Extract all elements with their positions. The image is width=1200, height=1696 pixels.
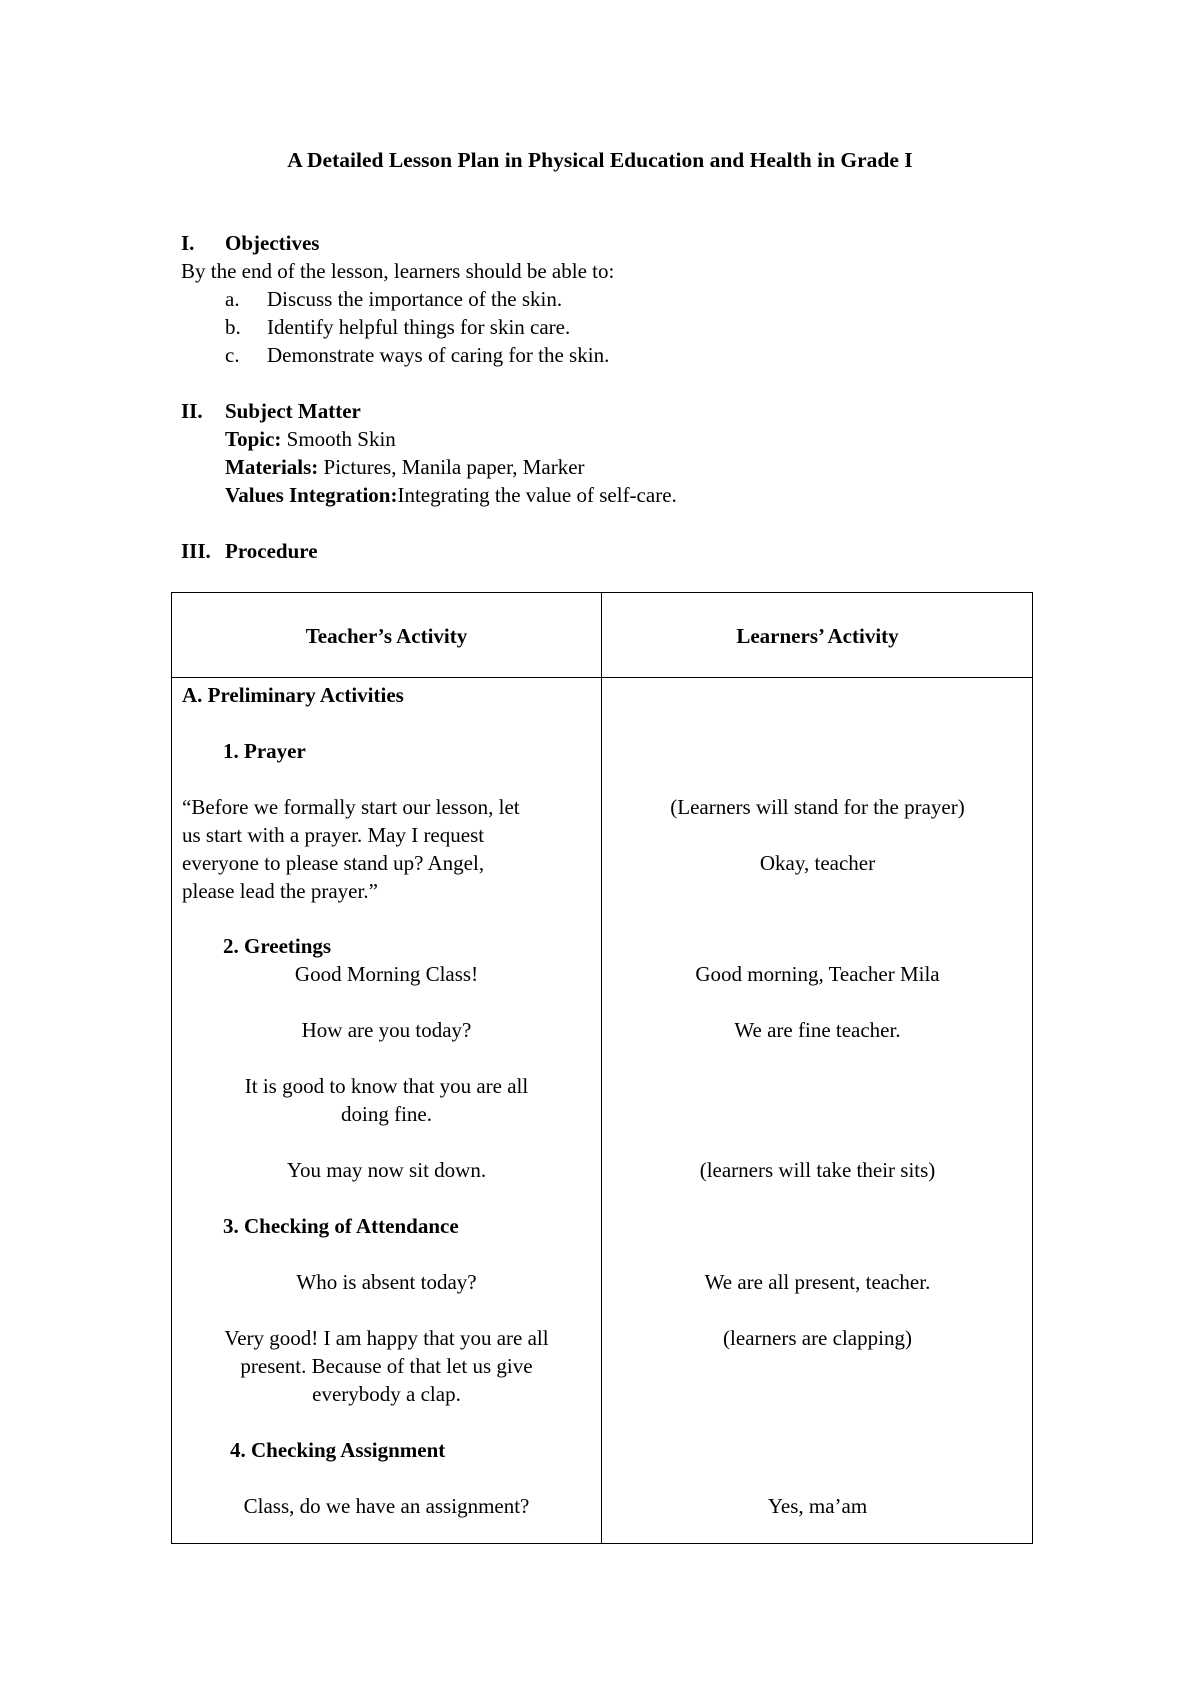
- prayer-teacher-line-3: everyone to please stand up? Angel,: [182, 851, 485, 875]
- att-learner-2: (learners are clapping): [723, 1326, 912, 1350]
- prayer-learner-1: (Learners will stand for the prayer): [670, 795, 965, 819]
- objectives-heading: [181, 229, 319, 257]
- topic-label: Topic:: [225, 427, 282, 451]
- att-teacher-1: Who is absent today?: [296, 1270, 477, 1294]
- assign-learner: Yes, ma’am: [767, 1494, 868, 1518]
- materials-value: Pictures, Manila paper, Marker: [318, 455, 585, 479]
- prayer-teacher-line-4: please lead the prayer.”: [182, 879, 378, 903]
- greet-teacher-3b: doing fine.: [341, 1102, 432, 1126]
- objective-text: Demonstrate ways of caring for the skin.: [267, 343, 610, 367]
- objectives-intro: By the end of the lesson, learners should be able to:: [181, 259, 615, 283]
- activity-table: [171, 592, 1033, 1544]
- topic-value: Smooth Skin: [281, 427, 396, 451]
- header-divider: [172, 677, 1032, 678]
- values-label: Values Integration:: [225, 483, 398, 507]
- greet-learner-4: (learners will take their sits): [699, 1158, 936, 1182]
- objective-text: Discuss the importance of the skin.: [267, 287, 563, 311]
- values-value: Integrating the value of self-care.: [397, 483, 677, 507]
- greet-teacher-2: How are you today?: [301, 1018, 472, 1042]
- values-line: [225, 481, 677, 509]
- objectives-number: I.: [181, 231, 195, 255]
- prayer-heading: 1. Prayer: [223, 739, 306, 763]
- materials-label: Materials:: [225, 455, 319, 479]
- greetings-heading: 2. Greetings: [223, 934, 332, 958]
- objective-letter: a.: [225, 287, 240, 311]
- column-divider: [601, 593, 602, 1543]
- subject-matter-label: Subject Matter: [225, 399, 361, 423]
- att-learner-1: We are all present, teacher.: [704, 1270, 931, 1294]
- objective-letter: b.: [225, 315, 241, 339]
- prayer-learner-2: Okay, teacher: [759, 851, 876, 875]
- greet-learner-1: Good morning, Teacher Mila: [695, 962, 940, 986]
- objective-letter: c.: [225, 343, 240, 367]
- greet-teacher-1: Good Morning Class!: [294, 962, 479, 986]
- prayer-teacher-line-1: “Before we formally start our lesson, let: [182, 795, 520, 819]
- att-teacher-2a: Very good! I am happy that you are all: [224, 1326, 549, 1350]
- objective-text: Identify helpful things for skin care.: [267, 315, 571, 339]
- subject-matter-heading: [181, 397, 361, 425]
- attendance-heading: 3. Checking of Attendance: [223, 1214, 459, 1238]
- att-teacher-2b: present. Because of that let us give: [240, 1354, 533, 1378]
- procedure-heading: [181, 537, 318, 565]
- subject-matter-number: II.: [181, 399, 203, 423]
- preliminary-activities-heading: A. Preliminary Activities: [182, 683, 404, 707]
- assignment-heading: 4. Checking Assignment: [230, 1438, 446, 1462]
- topic-line: [225, 425, 396, 453]
- prayer-teacher-line-2: us start with a prayer. May I request: [182, 823, 485, 847]
- header-teacher-activity: Teacher’s Activity: [305, 624, 468, 648]
- greet-teacher-4: You may now sit down.: [286, 1158, 487, 1182]
- materials-line: [225, 453, 585, 481]
- procedure-label: Procedure: [225, 539, 318, 563]
- greet-teacher-3a: It is good to know that you are all: [244, 1074, 529, 1098]
- document-title: A Detailed Lesson Plan in Physical Education and Health in Grade I: [287, 148, 913, 172]
- header-learners-activity: Learners’ Activity: [736, 624, 899, 648]
- att-teacher-2c: everybody a clap.: [312, 1382, 461, 1406]
- objectives-label: Objectives: [225, 231, 320, 255]
- assign-teacher: Class, do we have an assignment?: [243, 1494, 530, 1518]
- procedure-number: III.: [181, 539, 211, 563]
- greet-learner-2: We are fine teacher.: [734, 1018, 901, 1042]
